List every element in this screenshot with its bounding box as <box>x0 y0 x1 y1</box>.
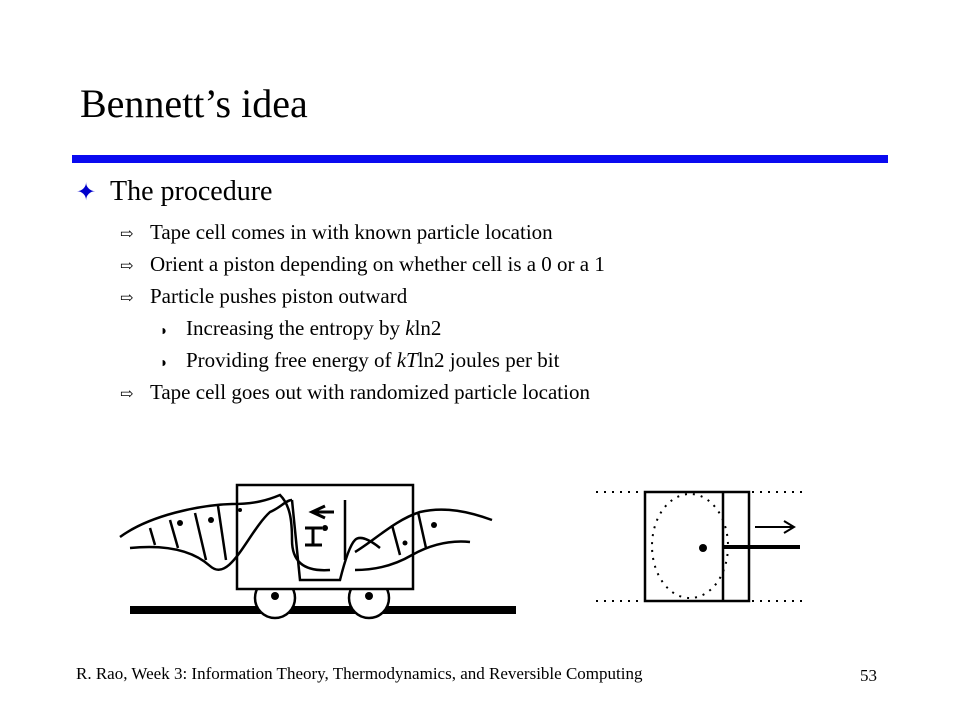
hollow-arrow-icon: ⇨ <box>120 290 134 307</box>
energy-text-pre: Providing free energy of <box>186 348 397 372</box>
sub-bullet-4-text: Tape cell goes out with randomized particle location <box>150 380 590 404</box>
slide-footer: R. Rao, Week 3: Information Theory, Thermodynamics, and Reversible Computing <box>76 664 643 683</box>
particle <box>699 544 707 552</box>
sub-bullet-3-text: Particle pushes piston outward <box>150 284 408 308</box>
sub-bullet-2-text: Orient a piston depending on whether cell is a 0 or a 1 <box>150 252 605 276</box>
filled-chevron-icon: ◗ <box>160 356 169 371</box>
filled-chevron-icon: ◗ <box>160 324 169 339</box>
slide-title: Bennett’s idea <box>80 81 308 126</box>
energy-text-post: ln2 joules per bit <box>417 348 560 372</box>
entropy-text-post: ln2 <box>414 316 442 340</box>
hollow-arrow-icon: ⇨ <box>120 258 134 275</box>
energy-text-italic: kT <box>396 348 418 372</box>
page-number: 53 <box>860 666 877 685</box>
sub-bullet-1-text: Tape cell comes in with known particle location <box>150 220 553 244</box>
star-icon: ✦ <box>76 180 97 206</box>
bullet-procedure-text: The procedure <box>110 176 273 207</box>
particle-path <box>652 494 728 598</box>
hollow-arrow-icon: ⇨ <box>120 386 134 403</box>
entropy-text-pre: Increasing the entropy by <box>186 316 406 340</box>
hollow-arrow-icon: ⇨ <box>120 226 134 243</box>
entropy-text-italic: k <box>405 316 415 340</box>
